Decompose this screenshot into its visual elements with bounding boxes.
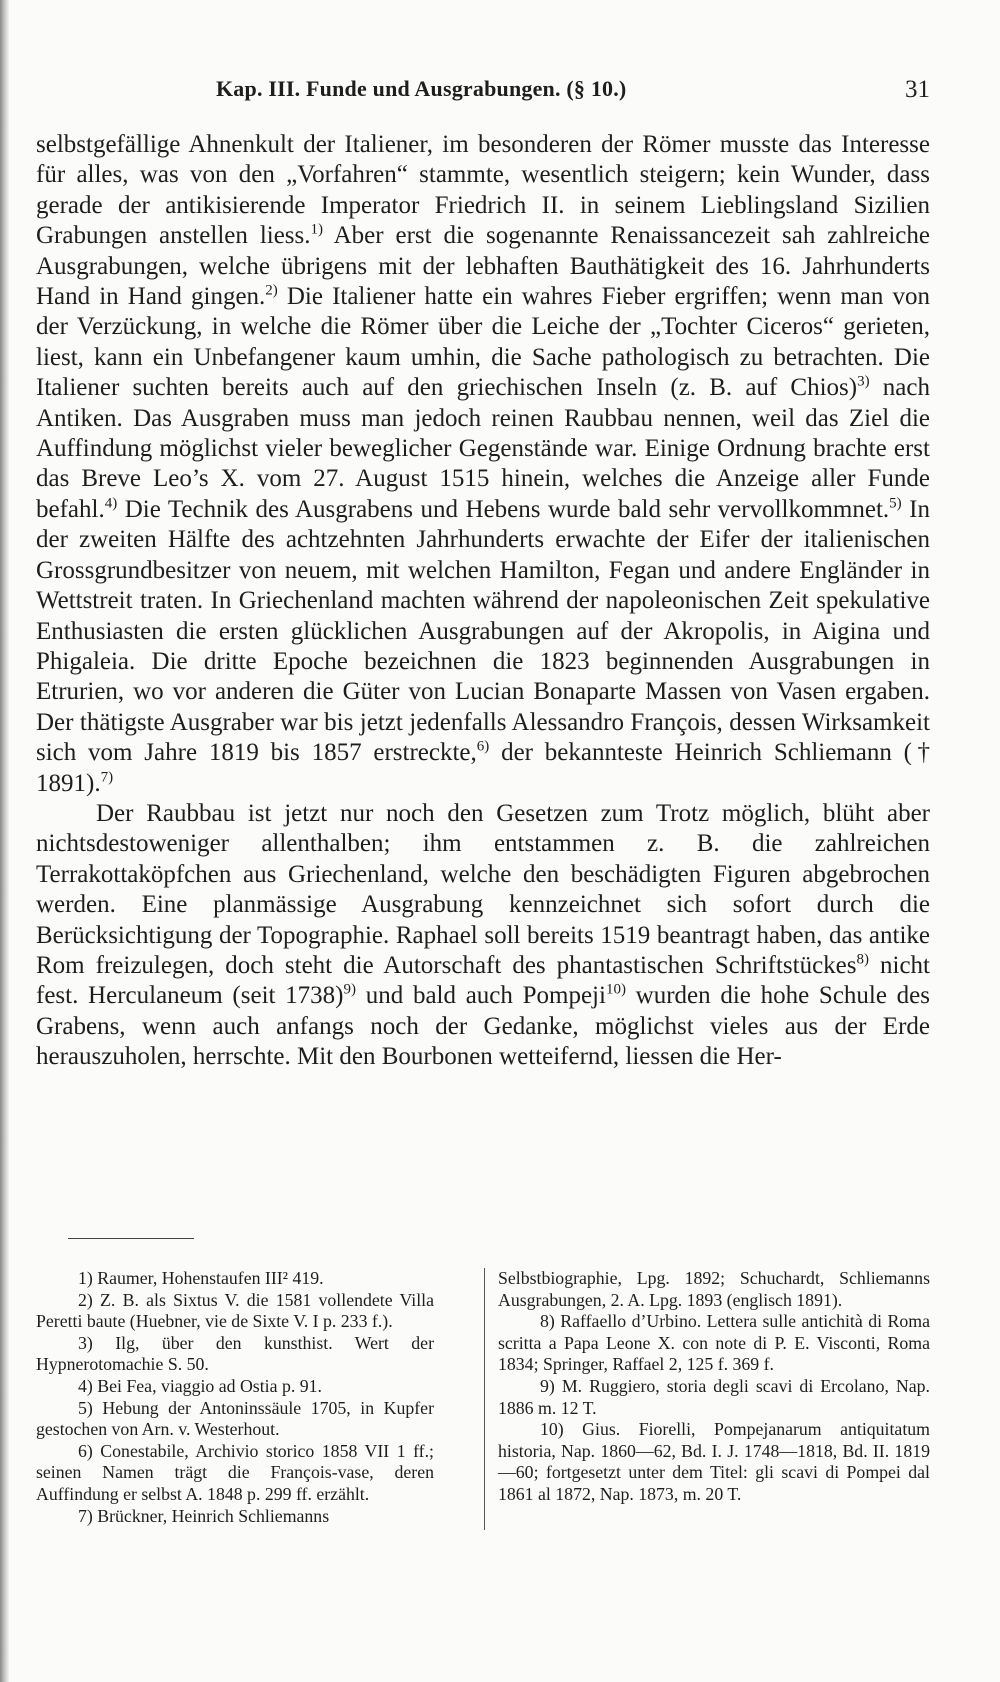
column-divider	[484, 1268, 485, 1530]
footnote-ref-10[interactable]: 10)	[605, 982, 626, 999]
body-text	[36, 130, 930, 1073]
footnote-ref-4[interactable]: 4)	[104, 495, 118, 512]
text-run: Die Technik des Ausgrabens und Hebens wurde bald sehr vervollkommnet.	[117, 495, 890, 523]
text-run: wurden die hohe Schule des Grabens, wenn auch anfangs noch der Gedanke, möglichst vieles aus der Erde herauszuholen, herrschte. Mit den Bourbonen wetteifernd, liessen die Her-	[36, 982, 931, 1071]
page-edge-shadow	[0, 0, 9, 1682]
footnote-7-continued: Selbstbiographie, Lpg. 1892; Schuchardt, Schliemanns Ausgrabungen, 2. A. Lpg. 1893 (englisch 1891).	[498, 1268, 930, 1310]
text-run: und bald auch Pompeji	[356, 982, 606, 1010]
footnotes	[36, 1268, 930, 1638]
paragraph-2	[36, 799, 930, 1073]
footnote-separator	[68, 1238, 194, 1239]
footnote-ref-8[interactable]: 8)	[856, 951, 869, 968]
text-run: Der Raubbau ist jetzt nur noch den Gesetzen zum Trotz möglich, blüht aber nichtsdestoweniger allenthalben; ihm entstammen z. B. die zahlreichen Terrakottaköpfchen aus Griechenland, welche den beschädigten Figuren abgebrochen werden. Eine planmässige Ausgrabung kennzeichnet sich sofort durch die Berücksichtigung der Topographie. Raphael soll bereits 1519 beantragt haben, das antike Rom freizulegen, doch steht die Autorschaft des phantastischen Schriftstückes	[36, 799, 930, 979]
footnote-7: 7) Brückner, Heinrich Schliemanns	[78, 1505, 330, 1526]
text-run: Aber erst die sogenannte Renaissancezeit sah zahlreiche Ausgrabungen, welche übrigens mit der lebhaften Bauthätigkeit des 16. Jahrhunderts Hand in Hand gingen.	[36, 222, 930, 311]
footnote-ref-9[interactable]: 9)	[343, 982, 357, 999]
footnote-ref-5[interactable]: 5)	[889, 495, 902, 512]
footnote-column-left	[36, 1268, 434, 1527]
page-number: 31	[905, 76, 930, 103]
footnote-ref-1[interactable]: 1)	[310, 221, 324, 238]
footnote-2: 2) Z. B. als Sixtus V. die 1581 vollendete Villa Peretti baute (Huebner, vie de Sixte V. I p. 233 f.).	[36, 1289, 434, 1332]
running-title: Kap. III. Funde und Ausgrabungen. (§ 10.)	[216, 76, 627, 101]
footnote-5: 5) Hebung der Antoninssäule 1705, in Kupfer gestochen von Arn. v. Westerhout.	[36, 1397, 434, 1440]
footnote-1: 1) Raumer, Hohenstaufen III² 419.	[78, 1268, 324, 1288]
text-run: der bekannteste Heinrich Schliemann († 1891).	[36, 739, 931, 797]
footnote-8: 8) Raffaello d’Urbino. Lettera sulle antichità di Roma scritta a Papa Leone X. con note di P. E. Visconti, Roma 1834; Springer, Raffael 2, 125 f. 369 f.	[498, 1311, 930, 1375]
footnote-ref-7[interactable]: 7)	[100, 769, 114, 786]
footnote-6: 6) Conestabile, Archivio storico 1858 VII 1 ff.; seinen Namen trägt die François-vase, deren Auffindung er selbst A. 1848 p. 299 ff. erzählt.	[36, 1440, 434, 1504]
page-header	[36, 76, 930, 110]
text-run: In der zweiten Hälfte des achtzehnten Jahrhunderts erwachte der Eifer der italienischen Grossgrundbesitzer von neuem, mit welchen Hamilton, Fegan und andere Engländer in Wettstreit traten. In Griechenland machten während der napoleonischen Zeit spekulative Enthusiasten die ersten glücklichen Ausgrabungen auf der Akropolis, in Aigina und Phigaleia. Die dritte Epoche bezeichnen die 1823 beginnenden Ausgrabungen in Etrurien, wo vor anderen die Güter von Lucian Bonaparte Massen von Vasen ergaben. Der thätigste Ausgraber war bis jetzt jedenfalls Alessandro François, dessen Wirksamkeit sich vom Jahre 1819 bis 1857 erstreckte,	[36, 495, 930, 767]
footnote-column-right	[498, 1268, 930, 1506]
text-run: Die Italiener hatte ein wahres Fieber ergriffen; wenn man von der Verzückung, in welche die Römer über die Leiche der „Tochter Ciceros“ gerieten, liest, kann ein Unbefangener kaum umhin, die Sache pathologisch zu betrachten. Die Italiener suchten bereits auch auf den griechischen Inseln (z. B. auf Chios)	[36, 283, 930, 402]
text-run: nicht fest. Herculaneum (seit 1738)	[36, 951, 930, 1010]
text-run: selbstgefällige Ahnenkult der Italiener, im besonderen der Römer musste das Interesse für alles, was von den „Vorfahren“ stammte, wesentlich steigern; kein Wunder, dass gerade der antikisierende Imperator Friedrich II. in seinem Lieblingsland Sizilien Grabungen anstellen liess.	[36, 131, 930, 250]
footnote-4: 4) Bei Fea, viaggio ad Ostia p. 91.	[78, 1375, 322, 1396]
footnote-ref-3[interactable]: 3)	[857, 373, 870, 390]
footnote-ref-6[interactable]: 6)	[476, 738, 490, 755]
footnote-3: 3) Ilg, über den kunsthist. Wert der Hypnerotomachie S. 50.	[36, 1332, 434, 1375]
footnote-9: 9) M. Ruggiero, storia degli scavi di Ercolano, Nap. 1886 m. 12 T.	[498, 1375, 930, 1418]
text-run: nach Antiken. Das Ausgraben muss man jedoch reinen Raubbau nennen, weil das Ziel die Auffindung möglichst vieler beweglicher Gegenstände war. Einige Ordnung brachte erst das Breve Leo’s X. vom 27. August 1515 hinein, welches die Anzeige aller Funde befahl.	[36, 374, 930, 523]
footnote-10: 10) Gius. Fiorelli, Pompejanarum antiquitatum historia, Nap. 1860—62, Bd. I. J. 1748—1818, Bd. II. 1819—60; fortgesetzt unter dem Titel: gli scavi di Pompei dal 1861 al 1872, Nap. 1873, m. 20 T.	[498, 1419, 930, 1504]
footnote-ref-2[interactable]: 2)	[265, 282, 278, 299]
paragraph-1	[36, 130, 930, 799]
